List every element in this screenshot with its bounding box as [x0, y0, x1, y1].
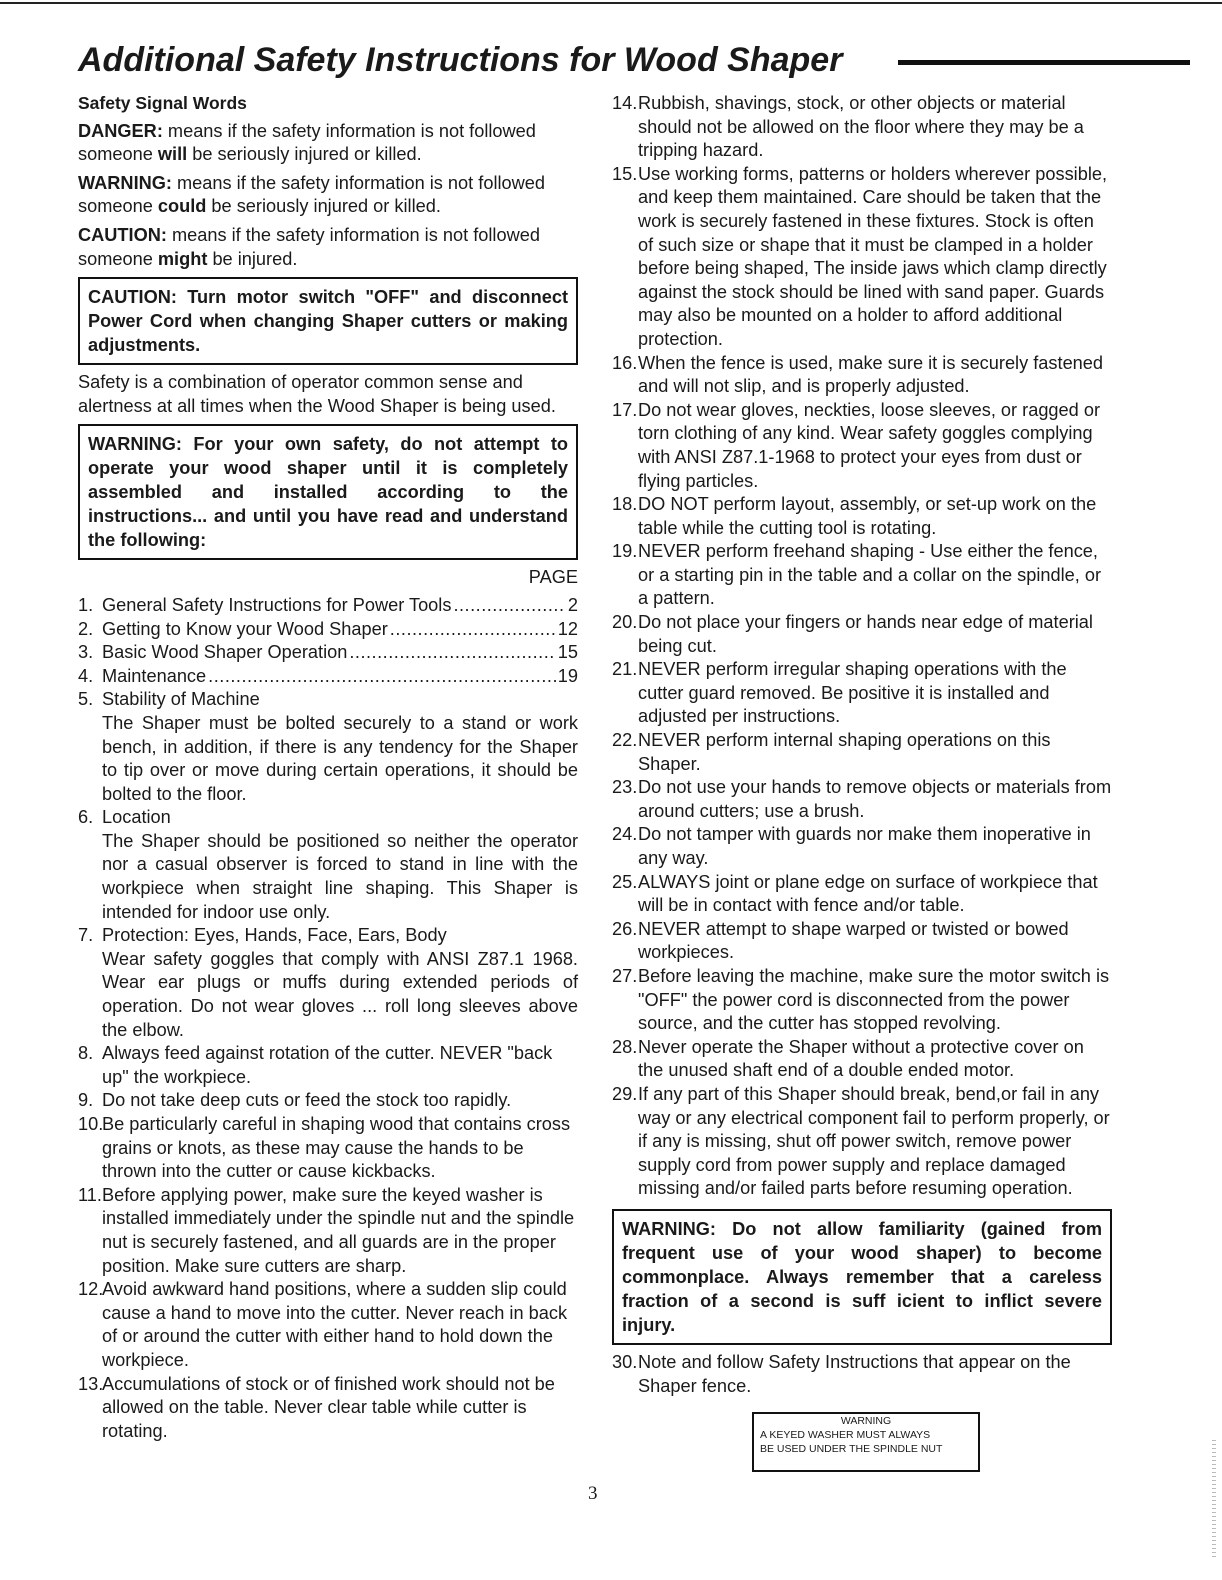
signal-word: CAUTION: — [78, 224, 167, 245]
label-line: BE USED UNDER THE SPINDLE NUT — [760, 1443, 943, 1455]
signal-word: DANGER: — [78, 120, 163, 141]
list-item — [78, 1113, 578, 1184]
item-title: Protection: Eyes, Hands, Face, Ears, Body — [102, 925, 447, 946]
list-item — [612, 399, 1112, 493]
item-text: Use working forms, patterns or holders wherever possible, and keep them maintained. Care should be taken that the work is securely fastened in these fixtures. Stock is often of such size or shape that it must be clamped in a holder before being shaped, The inside jaws which clamp directly against the stock should be lined with sand paper. Guards may also be mounted on a holder to afford additional protection. — [638, 163, 1108, 349]
caution-box: CAUTION: Turn motor switch "OFF" and disconnect Power Cord when changing Shaper cutters or making adjustments. — [78, 277, 578, 365]
toc-number: 3. — [78, 642, 94, 663]
item-description: Wear safety goggles that comply with ANSI Z87.1 1968. Wear ear plugs or muffs during extended periods of operation. Do not wear gloves ... roll long sleeves above the elbow. — [102, 948, 578, 1040]
signal-emph: could — [157, 196, 207, 217]
list-item — [78, 924, 578, 948]
signal-caution — [78, 224, 578, 271]
item-text: NEVER perform irregular shaping operations with the cutter guard removed. Be positive it is installed and adjusted per instructions. — [638, 659, 1067, 727]
item-number: 29. — [612, 1083, 638, 1104]
top-border — [0, 2, 1222, 4]
toc-label: Basic Wood Shaper Operation — [102, 642, 348, 663]
signal-text: means if the safety information is not followed someone — [78, 224, 540, 269]
item-number: 5. — [78, 689, 94, 710]
list-item — [612, 352, 1112, 399]
signal-text: means if the safety information is not followed someone — [78, 172, 545, 217]
item-number: 17. — [612, 399, 638, 420]
toc-leader — [349, 641, 555, 665]
item-text: ALWAYS joint or plane edge on surface of workpiece that will be in contact with fence and/or table. — [638, 871, 1098, 916]
item-number: 16. — [612, 352, 638, 373]
item-number: 30. — [612, 1351, 638, 1372]
item-text: Do not tamper with guards nor make them inoperative in any way. — [638, 824, 1091, 868]
warning-label-decal — [752, 1412, 980, 1472]
item-number: 13. — [78, 1373, 104, 1394]
signal-text: be seriously injured or killed. — [206, 196, 441, 217]
list-item — [612, 823, 1112, 870]
list-item — [612, 1351, 1112, 1398]
signal-text: be injured. — [207, 248, 298, 269]
item-text: NEVER perform internal shaping operations on this Shaper. — [638, 730, 1051, 774]
list-item — [612, 776, 1112, 823]
item-text: Before leaving the machine, make sure the motor switch is "OFF" the power cord is disconnected from the power source, and the cutter has stopped revolving. — [638, 965, 1110, 1034]
signal-warning — [78, 172, 578, 219]
title-rule — [898, 60, 1190, 65]
item-text: Always feed against rotation of the cutter. NEVER "back up" the workpiece. — [102, 1043, 553, 1087]
list-item — [78, 1089, 578, 1113]
list-item — [78, 1278, 578, 1372]
item-description: The Shaper should be positioned so neither the operator nor a casual observer is forced to stand in line with the workpiece when straight line shaping. This Shaper is intended for indoor use only. — [102, 830, 578, 922]
label-line: A KEYED WASHER MUST ALWAYS — [760, 1429, 931, 1441]
list-item — [612, 1036, 1112, 1083]
right-column — [612, 92, 1112, 1398]
toc-page: 19 — [557, 665, 578, 686]
list-item — [612, 1083, 1112, 1201]
toc-row — [78, 665, 578, 689]
signal-word: WARNING: — [78, 172, 172, 193]
item-text: Rubbish, shavings, stock, or other objects or material should not be allowed on the floor where they may be a tripping hazard. — [638, 93, 1084, 161]
toc-label: General Safety Instructions for Power Tools — [102, 594, 452, 615]
signal-emph: might — [157, 248, 208, 269]
item-number: 14. — [612, 93, 638, 113]
list-item — [78, 1042, 578, 1089]
item-number: 23. — [612, 777, 638, 798]
item-text: Be particularly careful in shaping wood that contains cross grains or knots, as these may cause the hands to be thrown into the cutter or cause kickbacks. — [102, 1114, 571, 1182]
item-number: 28. — [612, 1036, 638, 1057]
title-row — [78, 38, 1138, 84]
item-text: Accumulations of stock or of finished work should not be allowed on the table. Never clear table while cutter is rotating. — [102, 1373, 555, 1441]
item-number: 15. — [612, 163, 638, 184]
list-item — [612, 540, 1112, 611]
signal-words-heading: Safety Signal Words — [78, 93, 247, 113]
signal-danger — [78, 120, 578, 167]
toc-number: 1. — [78, 594, 94, 615]
list-item — [612, 965, 1112, 1036]
item-text: If any part of this Shaper should break, bend,or fail in any way or any electrical component fail to perform properly, or if any is missing, shut off power switch, remove power supply cord from power supply and replace damaged missing and/or failed parts before resuming operation. — [638, 1083, 1110, 1199]
list-item — [612, 163, 1112, 352]
toc-page: 12 — [557, 618, 578, 639]
item-text: When the fence is used, make sure it is securely fastened and will not slip, and is properly adjusted. — [638, 352, 1104, 397]
item-number: 8. — [78, 1043, 94, 1064]
label-title: WARNING — [840, 1415, 892, 1427]
item-text: Do not place your fingers or hands near edge of material being cut. — [638, 612, 1093, 656]
scan-margin-artifact — [1212, 1440, 1216, 1560]
item-number: 21. — [612, 659, 638, 680]
item-text: DO NOT perform layout, assembly, or set-up work on the table while the cutting tool is rotating. — [638, 494, 1097, 538]
item-number: 12. — [78, 1279, 104, 1300]
item-number: 25. — [612, 871, 638, 892]
item-number: 7. — [78, 925, 94, 946]
toc-label: Getting to Know your Wood Shaper — [102, 618, 388, 639]
list-item — [612, 871, 1112, 918]
list-item — [78, 806, 578, 830]
toc-row — [78, 594, 578, 618]
item-number: 18. — [612, 494, 638, 515]
item-text: Avoid awkward hand positions, where a sudden slip could cause a hand to move into the cutter. Never reach in back of or around the cutter with either hand to hold down the workpiece. — [102, 1279, 568, 1370]
item-number: 22. — [612, 730, 638, 751]
item-text: Do not take deep cuts or feed the stock too rapidly. — [102, 1090, 512, 1111]
warning-box: WARNING: For your own safety, do not attempt to operate your wood shaper until it is completely assembled and installed according to the instructions... and until you have read and understand the following: — [78, 424, 578, 560]
item-title: Stability of Machine — [102, 689, 260, 710]
signal-text: be seriously injured or killed. — [187, 144, 422, 165]
list-item — [612, 493, 1112, 540]
page-number: 3 — [588, 1483, 598, 1504]
left-column — [78, 92, 578, 1443]
familiarity-warning-box: WARNING: Do not allow familiarity (gained from frequent use of your wood shaper) to become commonplace. Always remember that a careless fraction of a second is suff icient to inflict severe injury. — [612, 1209, 1112, 1345]
item-number: 6. — [78, 807, 94, 828]
item-text: Before applying power, make sure the keyed washer is installed immediately under the spindle nut and the spindle nut is securely fastened, and all guards are in the proper position. Make sure cutters are sharp. — [102, 1184, 575, 1276]
list-item — [612, 729, 1112, 776]
intro-paragraph: Safety is a combination of operator common sense and alertness at all times when the Wood Shaper is being used. — [78, 372, 556, 416]
item-number: 19. — [612, 541, 638, 562]
item-number: 20. — [612, 612, 638, 633]
item-number: 9. — [78, 1090, 94, 1111]
item-number: 27. — [612, 965, 638, 986]
toc-label: Maintenance — [102, 665, 207, 686]
item-number: 11. — [78, 1184, 102, 1205]
signal-text: means if the safety information is not followed someone — [78, 120, 536, 165]
item-text: NEVER perform freehand shaping - Use either the fence, or a starting pin in the table and a collar on the spindle, or a pattern. — [638, 541, 1102, 609]
toc-leader — [390, 618, 556, 642]
item-text: Never operate the Shaper without a protective cover on the unused shaft end of a double ended motor. — [638, 1036, 1084, 1081]
list-item — [78, 1184, 578, 1278]
toc-number: 4. — [78, 665, 94, 686]
item-number: 24. — [612, 824, 638, 845]
item-title: Location — [102, 807, 171, 828]
toc-leader — [453, 594, 565, 618]
toc-page-header: PAGE — [528, 567, 578, 588]
item-text: Do not wear gloves, neckties, loose sleeves, or ragged or torn clothing of any kind. Wear safety goggles complying with ANSI Z87.1-1968 to protect your eyes from dust or flying particles. — [638, 399, 1101, 491]
list-item — [78, 1373, 578, 1444]
list-item — [612, 92, 1112, 163]
toc-row — [78, 641, 578, 665]
list-item — [612, 658, 1112, 729]
toc-row — [78, 618, 578, 642]
toc-number: 2. — [78, 618, 94, 639]
item-description: The Shaper must be bolted securely to a stand or work bench, in addition, if there is any tendency for the Shaper to tip over or move during certain operations, it should be bolted to the floor. — [102, 712, 578, 804]
item-number: 26. — [612, 918, 638, 939]
item-text: Note and follow Safety Instructions that appear on the Shaper fence. — [638, 1351, 1071, 1396]
item-text: Do not use your hands to remove objects or materials from around cutters; use a brush. — [638, 777, 1112, 821]
toc-leader — [208, 665, 556, 689]
toc-page: 15 — [557, 642, 578, 663]
signal-emph: will — [157, 144, 188, 165]
page-title: Additional Safety Instructions for Wood Shaper — [78, 41, 843, 79]
list-item — [612, 611, 1112, 658]
item-text: NEVER attempt to shape warped or twisted or bowed workpieces. — [638, 918, 1069, 963]
item-number: 10. — [78, 1114, 104, 1134]
toc-page: 2 — [567, 594, 578, 615]
list-item — [612, 918, 1112, 965]
list-item — [78, 688, 578, 712]
